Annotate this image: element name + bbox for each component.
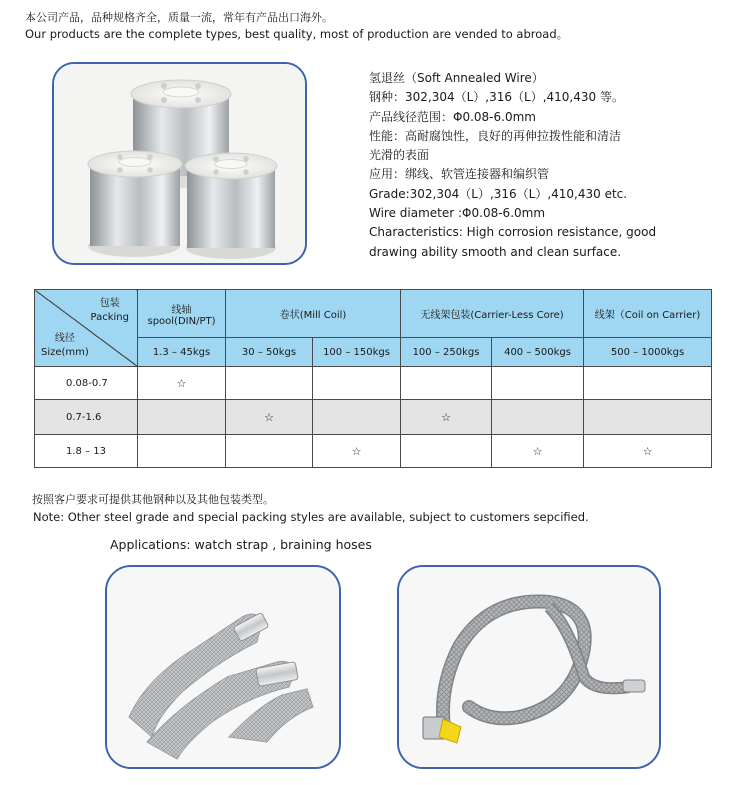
header-coil-on-carrier: 线架（Coil on Carrier) xyxy=(584,290,712,338)
note-cn: 按照客户要求可提供其他钢种以及其他包装类型。 xyxy=(32,493,274,506)
table-cell: ☆ xyxy=(492,435,584,468)
table-cell xyxy=(401,367,492,400)
table-cell: ☆ xyxy=(226,400,313,435)
spool-left xyxy=(88,151,182,257)
braided-hose-photo xyxy=(397,565,661,769)
table-cell: ☆ xyxy=(313,435,401,468)
intro-en: Our products are the complete types, best quality, most of production are vended to abroad。 xyxy=(25,27,569,41)
table-row xyxy=(35,400,712,435)
spec-line: 钢种：302,304（L）,316（L）,410,430 等。 xyxy=(369,90,624,105)
braided-hose-illustration xyxy=(399,567,659,767)
size-cell: 0.08-0.7 xyxy=(35,367,138,400)
subheader-cell: 30 – 50kgs xyxy=(226,338,313,367)
note-en: Note: Other steel grade and special packing styles are available, subject to customers sepcified. xyxy=(33,510,589,524)
header-spool: 线轴 spool(DIN/PT) xyxy=(138,290,226,338)
table-cell xyxy=(313,367,401,400)
size-label: 线径 Size(mm) xyxy=(41,333,89,358)
table-cell xyxy=(138,435,226,468)
table-cell xyxy=(584,400,712,435)
size-cell: 1.8 – 13 xyxy=(35,435,138,468)
table-cell xyxy=(226,435,313,468)
subheader-cell: 100 – 150kgs xyxy=(313,338,401,367)
spec-line: 氢退丝（Soft Annealed Wire） xyxy=(369,71,544,85)
table-cell xyxy=(492,400,584,435)
spec-line: 产品线径范围：Φ0.08-6.0mm xyxy=(369,109,536,124)
table-cell xyxy=(584,367,712,400)
table-cell xyxy=(226,367,313,400)
spec-line: Wire diameter :Φ0.08-6.0mm xyxy=(369,206,546,221)
wire-spools-illustration xyxy=(54,64,305,263)
table-cell xyxy=(138,400,226,435)
table-cell xyxy=(492,367,584,400)
packing-label: 包装 Packing xyxy=(90,298,129,323)
table-cell: ☆ xyxy=(138,367,226,400)
spec-line: 应用：绑线、软管连接器和编织管 xyxy=(369,167,550,182)
spec-line: Grade:302,304（L）,316（L）,410,430 etc. xyxy=(369,186,628,201)
spec-line: drawing ability smooth and clean surface. xyxy=(369,244,622,259)
subheader-cell: 500 – 1000kgs xyxy=(584,338,712,367)
table-cell xyxy=(401,435,492,468)
subheader-cell: 1.3 – 45kgs xyxy=(138,338,226,367)
table-row xyxy=(35,435,712,468)
wire-spools-photo xyxy=(52,62,307,265)
watch-strap-photo xyxy=(105,565,341,769)
product-spec xyxy=(369,69,656,262)
table-row xyxy=(35,367,712,400)
header-mill-coil: 卷状(Mill Coil) xyxy=(226,290,401,338)
corner-cell xyxy=(35,290,138,367)
intro-cn: 本公司产品，品种规格齐全，质量一流，常年有产品出口海外。 xyxy=(25,11,333,24)
subheader-cell: 100 – 250kgs xyxy=(401,338,492,367)
header-carrier-less: 无线架包装(Carrier-Less Core) xyxy=(401,290,584,338)
watch-strap-illustration xyxy=(107,567,339,767)
table-cell: ☆ xyxy=(401,400,492,435)
subheader-cell: 400 – 500kgs xyxy=(492,338,584,367)
table-header-row xyxy=(35,290,712,338)
applications-title: Applications: watch strap , braining hoses xyxy=(110,537,372,552)
spool-right xyxy=(185,153,277,259)
spec-line: 性能：高耐腐蚀性，良好的再伸拉拨性能和清洁 xyxy=(369,128,622,143)
size-cell: 0.7-1.6 xyxy=(35,400,138,435)
table-cell: ☆ xyxy=(584,435,712,468)
spec-line: 光滑的表面 xyxy=(369,148,430,163)
packing-table xyxy=(34,289,712,468)
spec-line: Characteristics: High corrosion resistance, good xyxy=(369,225,657,240)
table-cell xyxy=(313,400,401,435)
